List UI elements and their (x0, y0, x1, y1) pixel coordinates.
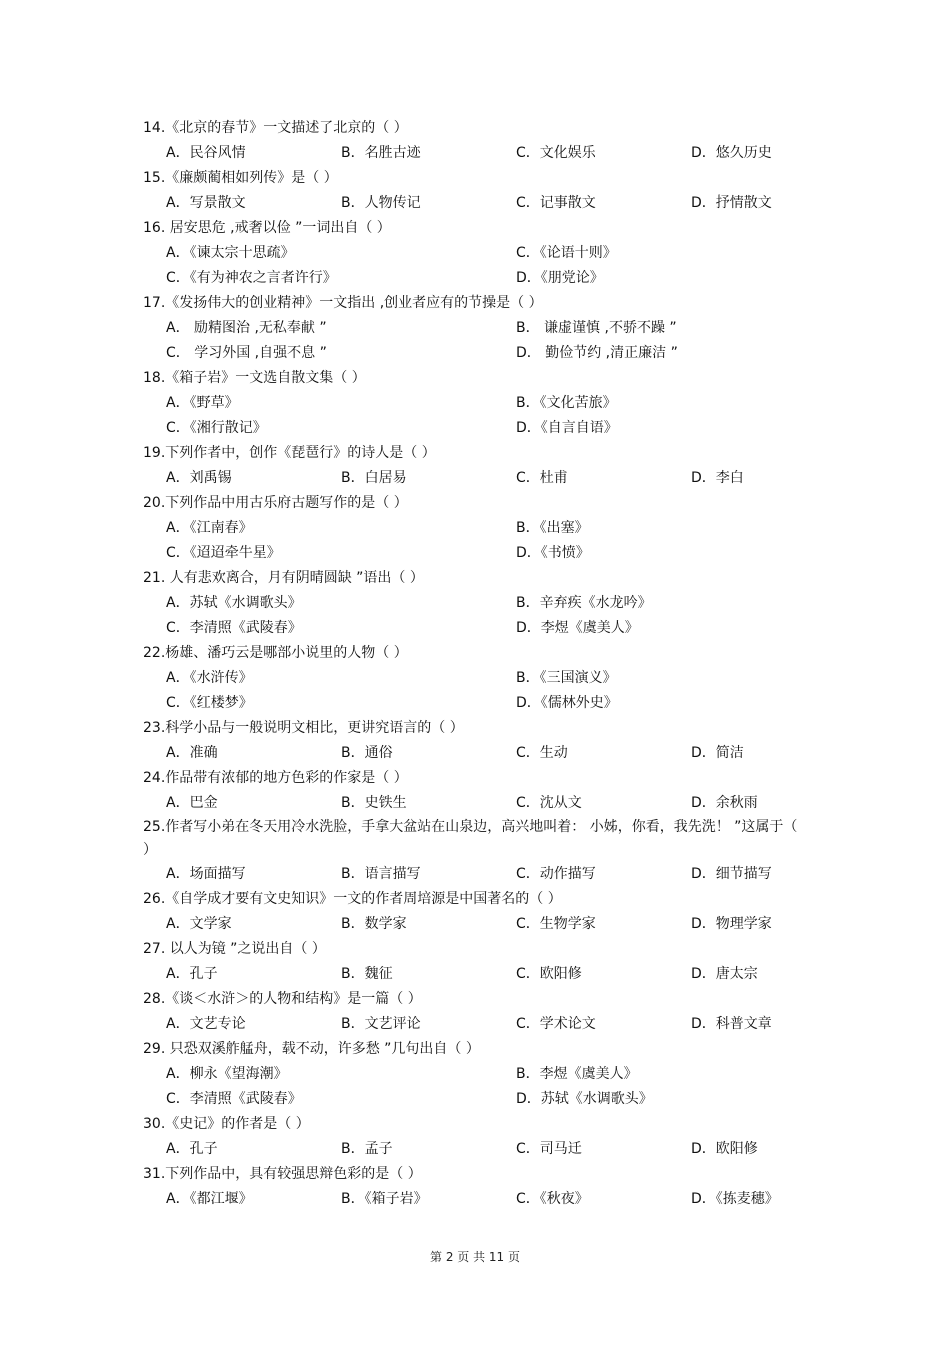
answer-option: C．李清照《武陵春》 (166, 620, 302, 636)
question-stem: 15.《廉颇蔺相如列传》是（ ） (143, 170, 338, 186)
answer-option: B．《三国演义》 (516, 670, 617, 686)
answer-option: B．《箱子岩》 (341, 1191, 428, 1207)
options-row (0, 416, 950, 441)
question-stem: 14.《北京的春节》一文描述了北京的（ ） (143, 120, 408, 136)
answer-option: C．李清照《武陵春》 (166, 1091, 302, 1107)
options-row (0, 1137, 950, 1162)
answer-option: B．语言描写 (341, 866, 421, 882)
options-row (0, 341, 950, 366)
answer-option: B．辛弃疾《水龙吟》 (516, 595, 652, 611)
answer-option: C．沈从文 (516, 795, 582, 811)
question-stem: 29. 只恐双溪舴艋舟，载不动，许多愁 ”几句出自（ ） (143, 1041, 480, 1057)
answer-option: D．《朋党论》 (516, 270, 604, 286)
options-row (0, 516, 950, 541)
answer-option: A．文学家 (166, 916, 232, 932)
options-row (0, 791, 950, 816)
answer-option: D．李白 (691, 470, 744, 486)
question-stem: 30.《史记》的作者是（ ） (143, 1116, 310, 1132)
answer-option: C．杜甫 (516, 470, 568, 486)
answer-option: D．苏轼《水调歌头》 (516, 1091, 653, 1107)
options-row (0, 191, 950, 216)
answer-option: C．《有为神农之言者许行》 (166, 270, 337, 286)
answer-option: A．《江南春》 (166, 520, 253, 536)
answer-option: B．通俗 (341, 745, 393, 761)
answer-option: D．余秋雨 (691, 795, 758, 811)
question-stem: 17.《发扬伟大的创业精神》一文指出 ,创业者应有的节操是（ ） (143, 295, 543, 311)
question-stem: 23.科学小品与一般说明文相比，更讲究语言的（ ） (143, 720, 464, 736)
question-list (0, 116, 950, 1212)
question-stem: 22.杨雄、潘巧云是哪部小说里的人物（ ） (143, 645, 408, 661)
answer-option: D．细节描写 (691, 866, 772, 882)
answer-option: C．《湘行散记》 (166, 420, 267, 436)
options-row (0, 466, 950, 491)
answer-option: B．名胜古迹 (341, 145, 421, 161)
answer-option: B．人物传记 (341, 195, 421, 211)
answer-option: A．柳永《望海潮》 (166, 1066, 288, 1082)
answer-option: B． 谦虚谨慎 ,不骄不躁 ” (516, 320, 677, 336)
answer-option: A．孔子 (166, 1141, 218, 1157)
answer-option: D．抒情散文 (691, 195, 772, 211)
page-footer: 第 2 页 共 11 页 (430, 1250, 520, 1264)
answer-option: C．欧阳修 (516, 966, 582, 982)
options-row (0, 541, 950, 566)
question-stem: 25.作者写小弟在冬天用冷水洗脸，手拿大盆站在山泉边，高兴地叫着： 小姊，你看，我先洗！ ”这属于（ ） (143, 819, 798, 858)
options-row (0, 912, 950, 937)
answer-option: C．生物学家 (516, 916, 596, 932)
answer-option: A．孔子 (166, 966, 218, 982)
answer-option: B．《出塞》 (516, 520, 589, 536)
answer-option: A．《谏太宗十思疏》 (166, 245, 295, 261)
options-row (0, 266, 950, 291)
answer-option: B．魏征 (341, 966, 393, 982)
answer-option: D．《书愤》 (516, 545, 590, 561)
options-row (0, 741, 950, 766)
options-row (0, 1087, 950, 1112)
answer-option: D．悠久历史 (691, 145, 772, 161)
answer-option: A．苏轼《水调歌头》 (166, 595, 302, 611)
options-row (0, 591, 950, 616)
answer-option: A．民谷风情 (166, 145, 246, 161)
answer-option: C．文化娱乐 (516, 145, 596, 161)
answer-option: D．物理学家 (691, 916, 772, 932)
answer-option: A．《野草》 (166, 395, 239, 411)
options-row (0, 691, 950, 716)
answer-option: C．生动 (516, 745, 568, 761)
options-row (0, 1012, 950, 1037)
answer-option: D． 勤俭节约 ,清正廉洁 ” (516, 345, 678, 361)
answer-option: A．《都江堰》 (166, 1191, 253, 1207)
answer-option: C． 学习外国 ,自强不息 ” (166, 345, 327, 361)
question-stem: 21. 人有悲欢离合，月有阴晴圆缺 ”语出（ ） (143, 570, 424, 586)
question-stem: 19.下列作者中，创作《琵琶行》的诗人是（ ） (143, 445, 436, 461)
answer-option: D．《自言自语》 (516, 420, 618, 436)
answer-option: A．写景散文 (166, 195, 246, 211)
answer-option: C．《迢迢牵牛星》 (166, 545, 281, 561)
answer-option: B．数学家 (341, 916, 407, 932)
answer-option: B．孟子 (341, 1141, 393, 1157)
answer-option: C．动作描写 (516, 866, 596, 882)
options-row (0, 141, 950, 166)
options-row (0, 616, 950, 641)
answer-option: D．《儒林外史》 (516, 695, 618, 711)
question-stem: 31.下列作品中，具有较强思辩色彩的是（ ） (143, 1166, 422, 1182)
question-stem: 24.作品带有浓郁的地方色彩的作家是（ ） (143, 770, 408, 786)
options-row (0, 1062, 950, 1087)
options-row (0, 962, 950, 987)
question-stem: 20.下列作品中用古乐府古题写作的是（ ） (143, 495, 408, 511)
question-stem: 18.《箱子岩》一文选自散文集（ ） (143, 370, 366, 386)
question-stem: 26.《自学成才要有文史知识》一文的作者周培源是中国著名的（ ） (143, 891, 562, 907)
answer-option: A．场面描写 (166, 866, 246, 882)
answer-option: C．《论语十则》 (516, 245, 617, 261)
answer-option: A． 励精图治 ,无私奉献 ” (166, 320, 327, 336)
answer-option: A．准确 (166, 745, 218, 761)
options-row (0, 666, 950, 691)
answer-option: B．李煜《虞美人》 (516, 1066, 638, 1082)
answer-option: A．巴金 (166, 795, 218, 811)
options-row (0, 241, 950, 266)
options-row (0, 391, 950, 416)
answer-option: B．《文化苦旅》 (516, 395, 617, 411)
answer-option: C．《秋夜》 (516, 1191, 589, 1207)
question-stem: 27. 以人为镜 ”之说出自（ ） (143, 941, 326, 957)
answer-option: C．学术论文 (516, 1016, 596, 1032)
options-row (0, 316, 950, 341)
question-stem: 28.《谈＜水浒＞的人物和结构》是一篇（ ） (143, 991, 422, 1007)
answer-option: D．科普文章 (691, 1016, 772, 1032)
answer-option: C．记事散文 (516, 195, 596, 211)
answer-option: A．刘禹锡 (166, 470, 232, 486)
options-row (0, 862, 950, 887)
answer-option: C．司马迁 (516, 1141, 582, 1157)
answer-option: A．《水浒传》 (166, 670, 253, 686)
answer-option: D．李煜《虞美人》 (516, 620, 639, 636)
answer-option: D．唐太宗 (691, 966, 758, 982)
answer-option: B．史铁生 (341, 795, 407, 811)
answer-option: B．白居易 (341, 470, 407, 486)
answer-option: C．《红楼梦》 (166, 695, 253, 711)
answer-option: B．文艺评论 (341, 1016, 421, 1032)
answer-option: D．《拣麦穗》 (691, 1191, 779, 1207)
answer-option: D．欧阳修 (691, 1141, 758, 1157)
question-stem: 16. 居安思危 ,戒奢以俭 ”一词出自（ ） (143, 220, 391, 236)
options-row (0, 1187, 950, 1212)
answer-option: A．文艺专论 (166, 1016, 246, 1032)
answer-option: D．简洁 (691, 745, 744, 761)
